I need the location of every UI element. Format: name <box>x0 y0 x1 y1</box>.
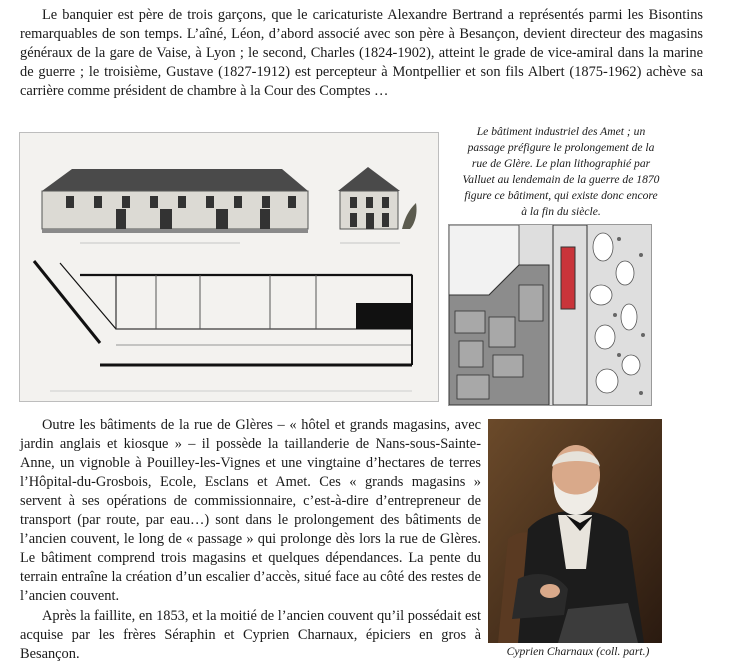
highlight-building-marker <box>561 247 575 309</box>
lithograph-building-elevation-and-plan <box>19 132 439 402</box>
caption-portrait: Cyprien Charnaux (coll. part.) <box>506 645 650 658</box>
portrait-cyprien-charnaux <box>488 419 662 643</box>
paragraph-bankruptcy: Après la faillite, en 1853, et la moitié de l’ancien couvent qu’il possédait est acquise par les frères Séraphin et Cyprien Charnaux, épiciers en gros à Besançon. <box>20 608 481 662</box>
cadastral-map-detail <box>448 224 652 406</box>
paragraph-intro: Le banquier est père de trois garçons, que le caricaturiste Alexandre Bertrand a représentés parmi les Bisontins remarquables de son temps. L’aîné, Léon, d’abord associé avec son père à Besançon, devient directeur des magasins généraux de la gare de Vaise, à Lyon ; le second, Charles (1824-1902), atteint le grade de vice-amiral dans la marine de guerre ; le troisième, Gustave (1827-1912) est percepteur à Montpellier et son fils Albert (1875-1962) achève sa carrière comme président de chambre à la Cour des Comptes … <box>20 7 703 99</box>
paragraph-buildings: Outre les bâtiments de la rue de Glères – « hôtel et grands magasins, avec jardin anglais et kiosque » – il possède la taillanderie de Nans-sous-Sainte-Anne, un vignoble à Pouilley-les-Vignes et une vingtaine d’hectares de terres l’Hôpital-du-Grosbois, Ecole, Esclans et Amet. Ces « grands magasins » servent à ses opérations de commissionnaire, c’est-à-dire d’entrepreneur de transport (par route, par eau…) sont dans le prolongement des bâtiments de l’ancien couvent, le long de « passage » qui prolonge dès lors la rue de Glères. Le bâtiment comprend trois magasins et quelques dépendances. La pente du terrain entraîne la création d’un escalier d’accès, situé face au côté des restes de l’ancien couvent. <box>20 417 481 604</box>
caption-building: Le bâtiment industriel des Amet ; un passage préfigure le prolongement de la rue de Glère. Le plan lithographié par Valluet au lendemain de la guerre de 1870 figure ce bâtiment, qui existe donc encore à la fin du siècle. <box>462 125 660 218</box>
